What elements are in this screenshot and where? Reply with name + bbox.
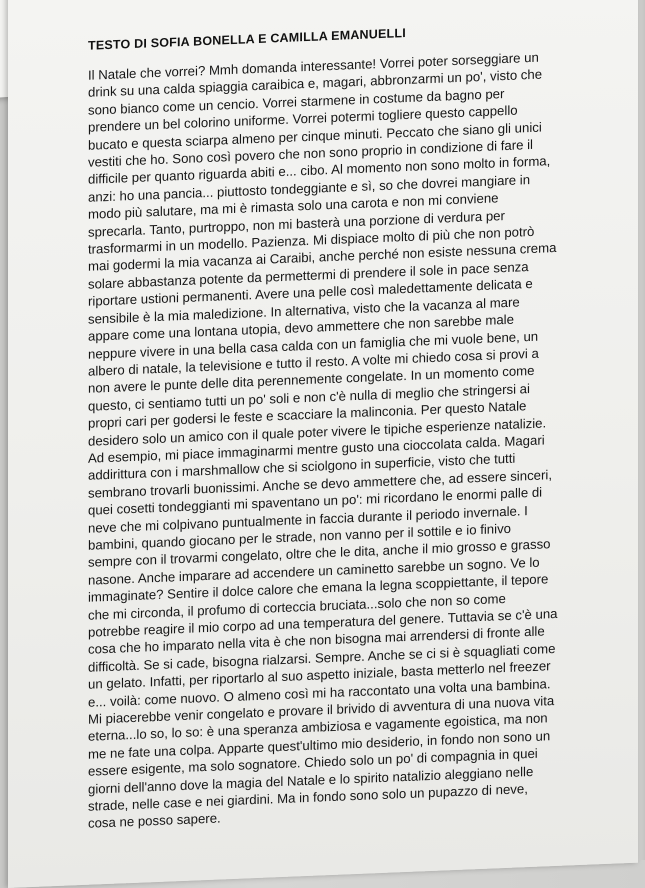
document-body [88, 48, 558, 833]
body-paragraph: Il Natale che vorrei? Mmh domanda interessante! Vorrei poter sorseggiare un drink su una calda spiaggia caraibica e, magari, abbronzarmi un po', visto che sono bianco come un cencio. Vorrei starmene in costume da bagno per prendere un bel colorino uniforme. Vorrei potermi togliere questo cappello bucato e questa sciarpa almeno per cinque minuti. Peccato che siano gli unici vestiti che ho. Sono così povero che non sono proprio in condizione di fare il difficile per quanto riguarda abiti e... cibo. Al momento non sono molto in forma, anzi: ho una pancia... piuttosto tondeggiante e sì, so che dovrei mangiare in modo più salutare, ma mi è rimasta solo una carota e non mi conviene sprecarla. Tanto, purtroppo, non mi basterà una porzione di verdura per trasformarmi in un modello. Pazienza. Mi dispiace molto di più che non potrò mai godermi la mia vacanza ai Caraibi, anche perché non esiste nessuna crema solare abbastanza potente da permettermi di prendere il sole in pace senza riportare ustioni permanenti. Avere una pelle così maledettamente delicata e sensibile è la mia maledizione. In alternativa, visto che la vacanza al mare appare come una lontana utopia, devo ammettere che non sarebbe male neppure vivere in una bella casa calda con un famiglia che mi vuole bene, un albero di natale, la televisione e tutto il resto. A volte mi chiedo cosa si provi a non avere le punte delle dita perennemente congelate. In un momento come questo, ci sentiamo tutti un po' soli e non c'è nulla di meglio che stringersi ai propri cari per godersi le feste e scacciare la malinconia. Per questo Natale desidero solo un amico con il quale poter vivere le tipiche esperienze natalizie. Ad esempio, mi piace immaginarmi mentre gusto una cioccolata calda. Magari addirittura con i marshmallow che si sciolgono in superficie, visto che tutti sembrano trovarli buonissimi. Anche se devo ammettere che, ad essere sinceri, quei cosetti tondeggianti mi spaventano un po': mi ricordano le enormi palle di neve che mi colpivano puntualmente in faccia durante il periodo invernale. I bambini, quando giocano per le strade, non vanno per il sottile e io finivo sempre con il trovarmi congelato, oltre che le dita, anche il mio grosso e grasso nasone. Anche imparare ad accendere un caminetto sarebbe un sogno. Ve lo immaginate? Sentire il dolce calore che emana la legna scoppiettante, il tepore che mi circonda, il profumo di corteccia bruciata...solo che non so come potrebbe reagire il mio corpo ad una temperatura del genere. Tuttavia se c'è una cosa che ho imparato nella vita è che non bisogna mai arrendersi di fronte alle difficoltà. Se si cade, bisogna rialzarsi. Sempre. Anche se ci si è squagliati come un gelato. Infatti, per riportarlo al suo aspetto iniziale, basta metterlo nel freezer e... voilà: come nuovo. O almeno così mi ha raccontato una volta una bambina. Mi piacerebbe venir congelato e provare il brivido di avventura di una nuova vita eterna...lo so, lo so: è una speranza ambiziosa e vagamente egoistica, ma non me ne fate una colpa. Apparte quest'ultimo mio desiderio, in fondo non sono un essere esigente, ma solo sognatore. Chiedo solo un po' di compagnia in quei giorni dell'anno dove la magia del Natale e lo spirito natalizio aleggiano nelle strade, nelle case e nei giardini. Ma in fondo sono solo un pupazzo di neve, cosa ne posso sapere. [88, 49, 558, 832]
document-page [8, 0, 638, 888]
document-title: TESTO DI SOFIA BONELLA E CAMILLA EMANUELLI [88, 26, 406, 53]
